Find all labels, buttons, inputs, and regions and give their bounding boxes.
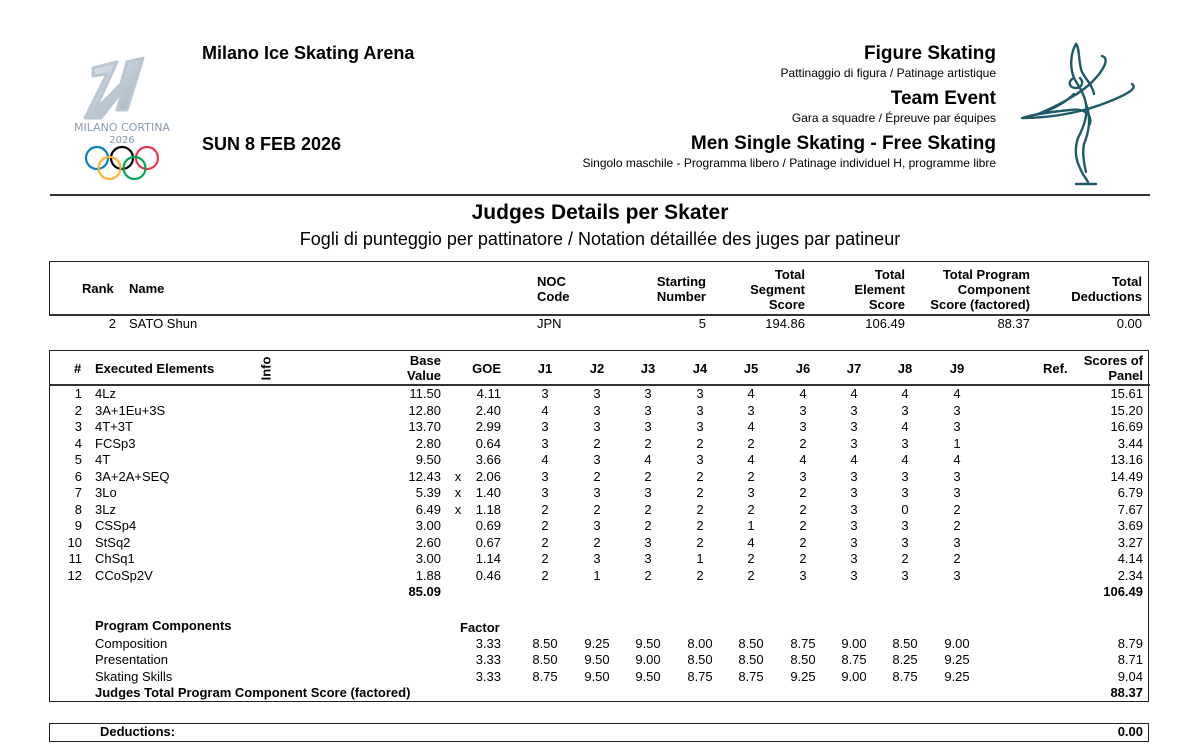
skater-starting-number: 5 [698,316,706,331]
scores-of-panel-header: Scores of Panel [1083,353,1143,383]
element-judge-score-j8: 4 [901,386,909,401]
component-name: Composition [95,636,168,651]
skater-name: SATO Shun [129,316,198,331]
element-judge-score-j3: 3 [644,534,652,550]
component-judge-score-j4: 8.75 [687,668,713,684]
skater-noc: JPN [537,316,562,331]
element-base-value: 2.80 [415,435,441,451]
element-judge-score-j8: 3 [901,402,909,418]
element-judge-score-j8: 3 [901,518,909,533]
component-judge-score-j7: 9.00 [841,668,867,684]
element-judge-score-j9: 3 [953,534,961,550]
element-panel-score: 13.16 [1110,452,1143,467]
element-judge-score-j5: 4 [747,534,755,550]
element-judge-score-j4: 2 [696,468,704,484]
goe-header: GOE [472,361,501,376]
component-judge-score-j9: 9.00 [944,636,970,651]
element-judge-score-j5: 3 [747,402,755,418]
component-name: Skating Skills [95,668,173,684]
total-deductions-header: Total Deductions [1071,274,1142,304]
component-judge-score-j3: 9.50 [635,636,661,651]
element-judge-score-j6: 2 [799,485,807,500]
component-judge-score-j1: 8.50 [532,636,558,651]
element-judge-score-j5: 4 [747,419,755,434]
element-number: 11 [68,551,82,566]
logo-text: MILANO CORTINA [74,121,170,134]
skater-rank: 2 [108,316,116,331]
element-name: 4T+3T [95,419,133,434]
pcs-total-value: 88.37 [1110,685,1143,700]
element-judge-score-j4: 2 [696,485,704,500]
component-panel-score: 8.71 [1117,652,1143,668]
element-bonus-marker: x [454,485,462,500]
component-judge-score-j9: 9.25 [944,652,970,668]
element-judge-score-j7: 3 [850,501,858,517]
discipline-subtitle: Pattinaggio di figura / Patinage artistique [780,66,996,80]
element-judge-score-j7: 3 [850,419,858,434]
element-judge-score-j1: 3 [541,485,549,500]
element-name: 4T [95,452,111,467]
component-judge-score-j7: 9.00 [841,636,867,651]
deductions-value: 0.00 [1117,724,1143,739]
element-number: 8 [74,501,82,517]
element-base-value: 12.80 [408,402,441,418]
element-judge-score-j9: 4 [953,452,961,467]
element-goe: 0.64 [475,435,501,451]
element-judge-score-j6: 2 [799,534,807,550]
component-panel-score: 8.79 [1117,636,1143,651]
judge-header-j2: J2 [589,361,605,376]
element-judge-score-j1: 2 [541,567,549,583]
info-header: Info [258,356,274,381]
element-judge-score-j6: 4 [799,386,807,401]
element-judge-score-j2: 2 [593,534,601,550]
element-judge-score-j1: 2 [541,518,549,533]
element-judge-score-j9: 4 [953,386,961,401]
element-base-value: 13.70 [408,419,441,434]
element-number: 7 [74,485,82,500]
element-judge-score-j2: 3 [593,518,601,533]
element-judge-score-j6: 3 [799,468,807,484]
element-judge-score-j9: 2 [953,551,961,566]
element-judge-score-j1: 2 [541,551,549,566]
element-goe: 0.67 [475,534,501,550]
element-judge-score-j4: 2 [696,567,704,583]
base-value-total: 85.09 [408,584,441,599]
element-panel-score: 6.79 [1117,485,1143,500]
judge-header-j1: J1 [537,361,553,376]
element-judge-score-j7: 3 [850,435,858,451]
deductions-label: Deductions: [100,724,176,739]
component-judge-score-j9: 9.25 [944,668,970,684]
component-factor: 3.33 [475,652,501,668]
element-judge-score-j4: 2 [696,501,704,517]
milano-cortina-logo [55,40,190,190]
element-judge-score-j3: 2 [644,567,652,583]
component-name: Presentation [95,652,168,668]
element-judge-score-j4: 3 [696,452,704,467]
element-base-value: 3.00 [415,518,441,533]
element-judge-score-j4: 2 [696,518,704,533]
element-base-value: 12.43 [408,468,441,484]
element-judge-score-j6: 2 [799,435,807,451]
element-panel-score: 3.27 [1117,534,1143,550]
element-name: 3A+2A+SEQ [95,468,170,484]
element-number: 1 [74,386,82,401]
element-judge-score-j9: 3 [953,468,961,484]
event-date: SUN 8 FEB 2026 [202,134,342,154]
element-judge-score-j2: 2 [593,468,601,484]
rank-header: Rank [82,281,114,296]
component-judge-score-j8: 8.50 [892,636,918,651]
element-judge-score-j3: 2 [644,518,652,533]
segment-title: Men Single Skating - Free Skating [690,133,996,154]
element-judge-score-j7: 3 [850,402,858,418]
element-panel-score: 2.34 [1117,567,1143,583]
element-judge-score-j9: 2 [953,501,961,517]
segment-subtitle: Singolo maschile - Programma libero / Patinage individuel H, programme libre [582,156,996,170]
element-judge-score-j6: 4 [799,452,807,467]
total-segment-score-header: Total Segment Score [750,267,805,312]
element-judge-score-j3: 3 [644,485,652,500]
page-title: Judges Details per Skater [471,201,729,224]
judge-header-j7: J7 [846,361,862,376]
element-number: 2 [74,402,82,418]
element-judge-score-j2: 2 [593,435,601,451]
element-judge-score-j8: 4 [901,419,909,434]
element-panel-score: 15.61 [1110,386,1143,401]
total-pcs-header: Total Program Component Score (factored) [930,267,1030,312]
component-judge-score-j2: 9.25 [584,636,610,651]
component-judge-score-j3: 9.50 [635,668,661,684]
element-panel-score: 7.67 [1117,501,1143,517]
page-subtitle: Fogli di punteggio per pattinatore / Notation détaillée des juges par patineur [299,229,901,249]
element-bonus-marker: x [454,468,462,484]
element-judge-score-j9: 3 [953,402,961,418]
executed-elements-header: Executed Elements [95,361,215,376]
element-base-value: 2.60 [415,534,441,550]
element-judge-score-j8: 3 [901,534,909,550]
element-judge-score-j7: 3 [850,485,858,500]
element-goe: 3.66 [475,452,501,467]
element-judge-score-j8: 3 [901,435,909,451]
element-judge-score-j6: 3 [799,419,807,434]
element-judge-score-j1: 3 [541,386,549,401]
element-judge-score-j1: 2 [541,501,549,517]
figure-skater-pictogram-icon [1012,38,1142,188]
element-judge-score-j4: 2 [696,435,704,451]
element-number: 5 [74,452,82,467]
element-judge-score-j1: 4 [541,402,549,418]
element-judge-score-j2: 3 [593,419,601,434]
element-judge-score-j3: 4 [644,452,652,467]
element-panel-score: 15.20 [1110,402,1143,418]
judge-header-j5: J5 [743,361,759,376]
element-number: 6 [74,468,82,484]
element-judge-score-j3: 3 [644,551,652,566]
element-goe: 2.99 [475,419,501,434]
element-base-value: 11.50 [409,386,441,401]
element-judge-score-j1: 3 [541,419,549,434]
element-judge-score-j2: 3 [593,402,601,418]
total-pcs: 88.37 [997,316,1030,331]
element-judge-score-j6: 2 [799,551,807,566]
svg-text:2026: 2026 [109,135,135,146]
element-number: 3 [74,419,82,434]
element-judge-score-j3: 2 [644,468,652,484]
element-goe: 1.40 [475,485,501,500]
element-judge-score-j9: 1 [953,435,961,451]
element-judge-score-j4: 3 [696,386,704,401]
element-judge-score-j6: 3 [799,402,807,418]
pcs-total-label: Judges Total Program Component Score (factored) [95,685,411,700]
element-judge-score-j5: 4 [747,386,755,401]
total-element-score-header: Total Element Score [854,267,905,312]
judge-header-j9: J9 [949,361,965,376]
element-judge-score-j6: 2 [799,501,807,517]
element-judge-score-j1: 2 [541,534,549,550]
component-judge-score-j6: 8.50 [790,652,816,668]
component-judge-score-j5: 8.50 [738,636,764,651]
element-judge-score-j7: 4 [850,386,858,401]
element-name: CSSp4 [95,518,137,533]
program-components-heading: Program Components [95,618,232,633]
element-score-total: 106.49 [1103,584,1143,599]
element-judge-score-j7: 3 [850,567,858,583]
element-judge-score-j8: 3 [901,468,909,484]
element-base-value: 5.39 [415,485,441,500]
element-number-header: # [74,361,82,376]
ref-header: Ref. [1043,361,1068,376]
component-judge-score-j4: 8.00 [687,636,713,651]
element-judge-score-j8: 0 [901,501,909,517]
element-judge-score-j5: 2 [747,468,755,484]
element-judge-score-j3: 3 [644,419,652,434]
element-panel-score: 14.49 [1110,468,1143,484]
element-goe: 0.46 [475,567,501,583]
element-judge-score-j5: 2 [747,567,755,583]
element-judge-score-j4: 3 [696,402,704,418]
element-base-value: 3.00 [415,551,441,566]
element-name: ChSq1 [95,551,135,566]
element-goe: 1.14 [475,551,501,566]
component-judge-score-j1: 8.75 [532,668,558,684]
component-judge-score-j4: 8.50 [687,652,713,668]
judge-header-j8: J8 [897,361,913,376]
total-deductions: 0.00 [1116,316,1142,331]
element-judge-score-j6: 2 [799,518,807,533]
element-name: 3Lz [95,501,116,517]
element-judge-score-j3: 3 [644,402,652,418]
judge-header-j3: J3 [640,361,656,376]
olympic-emblem-icon [55,40,190,190]
element-goe: 1.18 [475,501,501,517]
component-judge-score-j8: 8.25 [892,652,918,668]
element-judge-score-j3: 2 [644,501,652,517]
element-panel-score: 3.44 [1117,435,1143,451]
element-name: 3Lo [95,485,117,500]
element-number: 9 [74,518,82,533]
element-goe: 0.69 [475,518,501,533]
element-number: 12 [67,567,82,583]
element-judge-score-j1: 3 [541,435,549,451]
judge-header-j6: J6 [795,361,811,376]
total-segment-score: 194.86 [765,316,805,331]
element-judge-score-j4: 3 [696,419,704,434]
element-name: StSq2 [95,534,131,550]
deductions-box [49,723,1149,742]
element-number: 4 [74,435,82,451]
judge-header-j4: J4 [692,361,708,376]
element-judge-score-j6: 3 [799,567,807,583]
element-judge-score-j2: 3 [593,452,601,467]
element-judge-score-j9: 3 [953,567,961,583]
element-judge-score-j5: 2 [747,551,755,566]
element-base-value: 1.88 [415,567,441,583]
name-header: Name [129,281,165,296]
component-judge-score-j1: 8.50 [532,652,558,668]
component-factor: 3.33 [475,668,501,684]
element-name: 3A+1Eu+3S [95,402,166,418]
element-judge-score-j2: 2 [593,501,601,517]
element-judge-score-j2: 3 [593,551,601,566]
element-judge-score-j2: 1 [593,567,601,583]
factor-header: Factor [460,620,500,635]
element-judge-score-j5: 3 [747,485,755,500]
element-judge-score-j5: 2 [747,435,755,451]
element-panel-score: 4.14 [1117,551,1143,566]
event-subtitle: Gara a squadre / Épreuve par équipes [791,111,996,125]
element-judge-score-j2: 3 [593,386,601,401]
element-judge-score-j9: 2 [953,518,961,533]
element-base-value: 9.50 [415,452,441,467]
element-name: FCSp3 [95,435,136,451]
discipline-title: Figure Skating [864,43,996,64]
component-judge-score-j3: 9.00 [635,652,661,668]
element-judge-score-j1: 4 [541,452,549,467]
element-judge-score-j8: 3 [901,567,909,583]
element-judge-score-j8: 4 [901,452,909,467]
element-judge-score-j3: 3 [644,386,652,401]
element-judge-score-j7: 3 [850,468,858,484]
element-goe: 2.40 [475,402,501,418]
component-judge-score-j8: 8.75 [892,668,918,684]
component-factor: 3.33 [475,636,501,651]
element-judge-score-j7: 3 [850,551,858,566]
total-element-score: 106.49 [865,316,905,331]
element-judge-score-j4: 2 [696,534,704,550]
element-name: CCoSp2V [95,567,153,583]
component-judge-score-j2: 9.50 [584,668,610,684]
element-bonus-marker: x [454,501,462,517]
element-goe: 4.11 [476,386,501,401]
element-judge-score-j9: 3 [953,485,961,500]
component-judge-score-j5: 8.75 [738,668,764,684]
component-judge-score-j7: 8.75 [841,652,867,668]
element-judge-score-j5: 1 [747,518,755,533]
element-judge-score-j8: 3 [901,485,909,500]
element-name: 4Lz [95,386,116,401]
element-goe: 2.06 [475,468,501,484]
element-judge-score-j9: 3 [953,419,961,434]
element-judge-score-j2: 3 [593,485,601,500]
venue-name: Milano Ice Skating Arena [202,43,415,63]
component-judge-score-j6: 9.25 [790,668,816,684]
element-judge-score-j3: 2 [644,435,652,451]
element-number: 10 [67,534,82,550]
component-judge-score-j5: 8.50 [738,652,764,668]
element-judge-score-j7: 4 [850,452,858,467]
element-judge-score-j4: 1 [696,551,704,566]
starting-number-header: Starting Number [656,274,706,304]
element-base-value: 6.49 [415,501,441,517]
component-panel-score: 9.04 [1117,668,1143,684]
element-judge-score-j7: 3 [850,518,858,533]
component-judge-score-j2: 9.50 [584,652,610,668]
element-judge-score-j8: 2 [901,551,909,566]
element-judge-score-j5: 2 [747,501,755,517]
event-title: Team Event [890,88,996,109]
element-panel-score: 3.69 [1117,518,1143,533]
header-divider [50,194,1150,196]
base-value-header: Base Value [407,353,441,383]
element-panel-score: 16.69 [1110,419,1143,434]
element-judge-score-j1: 3 [541,468,549,484]
element-judge-score-j7: 3 [850,534,858,550]
noc-header: NOC Code [537,274,570,304]
element-judge-score-j5: 4 [747,452,755,467]
component-judge-score-j6: 8.75 [790,636,816,651]
